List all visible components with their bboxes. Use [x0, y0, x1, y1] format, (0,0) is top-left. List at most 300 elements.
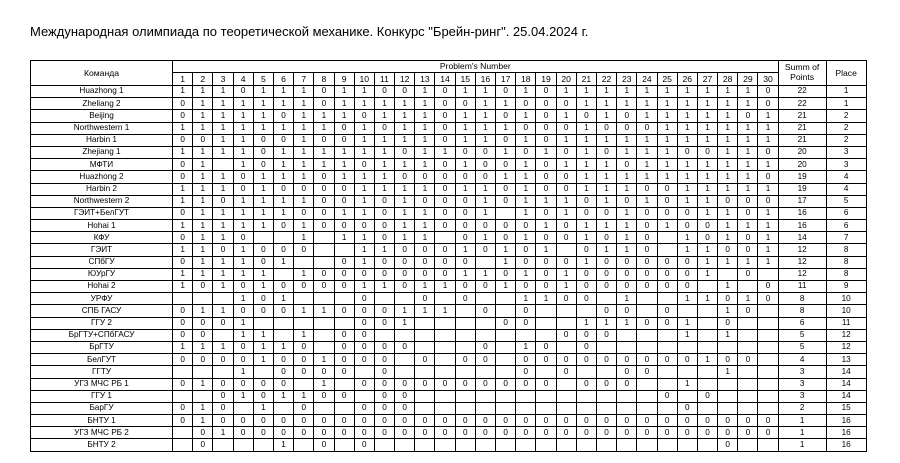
score-cell: 1	[677, 232, 697, 244]
score-cell: 0	[516, 305, 536, 317]
score-cell: 0	[475, 281, 495, 293]
score-cell: 1	[273, 171, 293, 183]
score-cell: 0	[718, 415, 738, 427]
score-cell: 1	[677, 171, 697, 183]
problem-number-header: 10	[354, 73, 374, 86]
score-cell: 0	[233, 86, 253, 98]
score-cell: 0	[334, 305, 354, 317]
score-cell: 0	[536, 378, 556, 390]
score-cell: 1	[637, 134, 657, 146]
score-cell: 0	[576, 329, 596, 341]
score-cell	[758, 329, 778, 341]
score-cell	[758, 366, 778, 378]
score-cell: 1	[415, 146, 435, 158]
score-cell: 0	[455, 281, 475, 293]
score-cell	[193, 366, 213, 378]
score-cell: 0	[677, 415, 697, 427]
score-cell	[758, 390, 778, 402]
score-cell	[516, 402, 536, 414]
score-cell: 0	[657, 317, 677, 329]
score-cell: 1	[738, 134, 758, 146]
score-cell	[556, 390, 576, 402]
score-cell	[516, 390, 536, 402]
score-cell: 1	[576, 159, 596, 171]
score-cell: 1	[314, 110, 334, 122]
score-cell: 0	[213, 378, 233, 390]
score-cell: 0	[374, 402, 394, 414]
score-cell	[496, 354, 516, 366]
score-cell: 0	[233, 183, 253, 195]
team-name-cell: УРФУ	[31, 293, 173, 305]
score-cell	[536, 402, 556, 414]
score-cell	[758, 439, 778, 451]
score-cell: 0	[637, 354, 657, 366]
score-cell: 0	[576, 378, 596, 390]
problem-number-header: 25	[657, 73, 677, 86]
score-cell: 0	[395, 86, 415, 98]
score-cell: 1	[697, 134, 717, 146]
score-cell: 1	[253, 354, 273, 366]
problem-number-header: 2	[193, 73, 213, 86]
score-cell: 1	[354, 86, 374, 98]
summ-cell: 21	[778, 122, 826, 134]
problem-number-header: 19	[536, 73, 556, 86]
score-cell: 1	[173, 268, 193, 280]
problem-number-header: 24	[637, 73, 657, 86]
score-cell: 1	[294, 232, 314, 244]
score-cell	[556, 402, 576, 414]
score-cell: 1	[657, 110, 677, 122]
score-cell: 1	[233, 207, 253, 219]
score-cell: 0	[637, 317, 657, 329]
score-cell: 0	[556, 146, 576, 158]
score-cell: 0	[536, 256, 556, 268]
score-cell: 0	[314, 268, 334, 280]
score-cell: 1	[233, 293, 253, 305]
score-cell	[697, 329, 717, 341]
score-cell: 0	[334, 354, 354, 366]
score-cell: 0	[173, 134, 193, 146]
table-row	[31, 317, 867, 329]
score-cell	[536, 305, 556, 317]
score-cell: 1	[596, 244, 616, 256]
score-cell: 1	[455, 86, 475, 98]
score-cell: 1	[677, 159, 697, 171]
score-cell: 1	[596, 110, 616, 122]
score-cell: 1	[253, 122, 273, 134]
score-cell: 1	[294, 195, 314, 207]
summ-cell: 1	[778, 415, 826, 427]
score-cell	[758, 305, 778, 317]
team-name-cell: Huazhong 2	[31, 171, 173, 183]
score-cell	[334, 244, 354, 256]
score-cell: 1	[697, 110, 717, 122]
score-cell: 0	[516, 415, 536, 427]
summ-cell: 21	[778, 134, 826, 146]
score-cell: 1	[697, 293, 717, 305]
score-cell	[173, 390, 193, 402]
score-cell: 1	[294, 159, 314, 171]
score-cell: 0	[556, 232, 576, 244]
table-row	[31, 293, 867, 305]
score-cell: 0	[617, 354, 637, 366]
summ-cell: 12	[778, 244, 826, 256]
score-cell: 1	[697, 183, 717, 195]
score-cell: 1	[193, 256, 213, 268]
score-cell: 0	[576, 354, 596, 366]
score-cell	[374, 329, 394, 341]
score-cell: 1	[233, 110, 253, 122]
score-cell: 1	[193, 98, 213, 110]
score-cell	[637, 329, 657, 341]
score-cell: 0	[677, 402, 697, 414]
score-cell	[233, 439, 253, 451]
score-cell: 1	[617, 146, 637, 158]
score-cell: 0	[253, 305, 273, 317]
score-cell	[657, 439, 677, 451]
score-cell: 0	[374, 232, 394, 244]
score-cell: 0	[536, 341, 556, 353]
score-cell: 0	[294, 427, 314, 439]
score-cell: 0	[576, 195, 596, 207]
score-cell: 1	[718, 183, 738, 195]
score-cell: 0	[233, 378, 253, 390]
score-cell: 1	[233, 159, 253, 171]
score-cell: 0	[637, 268, 657, 280]
score-cell: 1	[738, 146, 758, 158]
score-cell: 0	[596, 281, 616, 293]
score-cell: 0	[374, 195, 394, 207]
place-cell: 2	[826, 110, 866, 122]
score-cell: 1	[273, 146, 293, 158]
score-cell: 1	[415, 122, 435, 134]
score-cell: 0	[496, 317, 516, 329]
table-row	[31, 171, 867, 183]
score-cell: 1	[596, 98, 616, 110]
score-cell: 0	[637, 281, 657, 293]
score-cell: 0	[475, 305, 495, 317]
score-cell: 1	[294, 98, 314, 110]
score-cell: 0	[556, 293, 576, 305]
score-cell	[556, 244, 576, 256]
score-cell: 0	[213, 390, 233, 402]
place-cell: 8	[826, 268, 866, 280]
score-cell: 1	[738, 220, 758, 232]
score-cell: 0	[415, 293, 435, 305]
summ-cell: 19	[778, 171, 826, 183]
score-cell	[253, 439, 273, 451]
score-cell: 1	[496, 256, 516, 268]
score-cell: 0	[253, 146, 273, 158]
score-cell: 0	[173, 171, 193, 183]
score-cell: 0	[233, 427, 253, 439]
table-row	[31, 244, 867, 256]
score-cell: 0	[334, 341, 354, 353]
score-cell: 0	[395, 146, 415, 158]
score-cell: 1	[193, 378, 213, 390]
score-cell: 0	[233, 171, 253, 183]
place-cell: 10	[826, 305, 866, 317]
score-cell: 0	[758, 293, 778, 305]
score-cell: 1	[556, 86, 576, 98]
score-cell: 1	[213, 268, 233, 280]
score-cell: 0	[334, 427, 354, 439]
score-cell	[496, 207, 516, 219]
place-cell: 10	[826, 293, 866, 305]
score-cell: 0	[354, 305, 374, 317]
score-cell: 1	[496, 98, 516, 110]
score-cell: 0	[435, 134, 455, 146]
score-cell	[516, 439, 536, 451]
score-cell: 0	[516, 427, 536, 439]
team-name-cell: Harbin 2	[31, 183, 173, 195]
problem-number-header: 20	[556, 73, 576, 86]
score-cell	[496, 390, 516, 402]
score-cell	[758, 341, 778, 353]
table-row	[31, 232, 867, 244]
score-cell	[334, 439, 354, 451]
problem-number-header: 8	[314, 73, 334, 86]
summ-cell: 22	[778, 98, 826, 110]
score-cell: 1	[496, 122, 516, 134]
table-row	[31, 268, 867, 280]
score-cell: 1	[395, 317, 415, 329]
score-cell	[213, 159, 233, 171]
score-cell: 0	[677, 427, 697, 439]
score-cell: 1	[273, 390, 293, 402]
score-cell: 1	[294, 171, 314, 183]
score-cell: 0	[496, 268, 516, 280]
summ-cell: 6	[778, 317, 826, 329]
score-cell: 0	[334, 268, 354, 280]
score-cell: 1	[334, 146, 354, 158]
score-cell: 1	[294, 390, 314, 402]
score-cell: 0	[637, 256, 657, 268]
score-cell: 1	[354, 171, 374, 183]
problem-number-header: 12	[395, 73, 415, 86]
score-cell: 1	[395, 110, 415, 122]
score-cell: 0	[435, 183, 455, 195]
place-cell: 3	[826, 146, 866, 158]
score-cell: 0	[354, 427, 374, 439]
score-cell: 0	[576, 207, 596, 219]
score-cell: 1	[213, 98, 233, 110]
score-cell	[677, 305, 697, 317]
score-cell: 0	[758, 415, 778, 427]
score-cell: 1	[415, 98, 435, 110]
score-cell: 0	[294, 207, 314, 219]
score-cell: 1	[738, 256, 758, 268]
score-cell: 0	[657, 415, 677, 427]
score-cell: 1	[253, 98, 273, 110]
table-row	[31, 220, 867, 232]
score-cell: 0	[738, 354, 758, 366]
score-cell: 1	[475, 98, 495, 110]
score-cell: 0	[596, 378, 616, 390]
team-name-cell: ГЭИТ	[31, 244, 173, 256]
score-cell: 0	[173, 232, 193, 244]
score-cell: 0	[173, 317, 193, 329]
team-name-cell: БНТУ 1	[31, 415, 173, 427]
score-cell: 1	[697, 195, 717, 207]
score-cell: 1	[677, 195, 697, 207]
score-cell: 0	[718, 427, 738, 439]
score-cell: 1	[294, 134, 314, 146]
score-cell: 0	[415, 171, 435, 183]
score-cell: 0	[213, 317, 233, 329]
score-cell: 1	[738, 122, 758, 134]
score-cell: 1	[435, 305, 455, 317]
score-cell	[536, 439, 556, 451]
score-cell: 1	[496, 171, 516, 183]
score-cell	[294, 317, 314, 329]
score-cell: 0	[596, 427, 616, 439]
score-cell: 0	[415, 378, 435, 390]
score-cell: 1	[677, 183, 697, 195]
score-cell: 0	[617, 110, 637, 122]
score-cell: 0	[314, 427, 334, 439]
score-cell: 0	[173, 378, 193, 390]
score-cell	[496, 305, 516, 317]
score-cell	[455, 305, 475, 317]
score-cell: 0	[173, 159, 193, 171]
summ-cell: 5	[778, 329, 826, 341]
team-name-cell: ГГУ 1	[31, 390, 173, 402]
score-cell	[314, 341, 334, 353]
score-cell	[596, 341, 616, 353]
score-cell	[354, 390, 374, 402]
place-cell: 3	[826, 159, 866, 171]
score-cell: 0	[173, 207, 193, 219]
score-cell	[475, 317, 495, 329]
score-cell: 1	[253, 183, 273, 195]
score-cell: 1	[576, 256, 596, 268]
score-cell	[697, 281, 717, 293]
score-cell	[496, 402, 516, 414]
score-cell: 1	[697, 159, 717, 171]
score-cell: 1	[213, 86, 233, 98]
score-cell: 0	[314, 390, 334, 402]
score-cell: 1	[516, 171, 536, 183]
score-cell	[677, 390, 697, 402]
score-cell	[657, 378, 677, 390]
score-cell: 1	[253, 402, 273, 414]
score-cell: 1	[536, 195, 556, 207]
summ-cell: 17	[778, 195, 826, 207]
score-cell: 1	[253, 171, 273, 183]
summ-cell: 22	[778, 86, 826, 98]
score-cell: 0	[455, 232, 475, 244]
score-cell: 1	[697, 256, 717, 268]
summ-cell: 19	[778, 183, 826, 195]
score-cell: 1	[697, 207, 717, 219]
score-cell: 0	[758, 98, 778, 110]
score-cell: 0	[273, 378, 293, 390]
score-cell: 1	[314, 378, 334, 390]
score-cell	[213, 439, 233, 451]
score-cell: 0	[395, 390, 415, 402]
score-cell	[718, 268, 738, 280]
score-cell: 1	[435, 146, 455, 158]
score-cell: 1	[516, 195, 536, 207]
score-cell: 0	[173, 415, 193, 427]
score-cell: 0	[354, 317, 374, 329]
score-cell: 1	[738, 159, 758, 171]
score-cell: 0	[738, 232, 758, 244]
score-cell: 1	[213, 134, 233, 146]
problem-number-header: 29	[738, 73, 758, 86]
summ-cell: 3	[778, 366, 826, 378]
score-cell: 1	[738, 171, 758, 183]
score-cell: 1	[576, 86, 596, 98]
score-cell	[435, 341, 455, 353]
score-cell: 1	[576, 232, 596, 244]
place-cell: 6	[826, 207, 866, 219]
score-cell	[738, 378, 758, 390]
score-cell	[657, 232, 677, 244]
score-cell: 1	[294, 146, 314, 158]
score-cell: 0	[738, 415, 758, 427]
score-cell: 1	[395, 207, 415, 219]
place-cell: 4	[826, 183, 866, 195]
score-cell: 1	[354, 207, 374, 219]
score-cell: 1	[516, 86, 536, 98]
score-cell: 0	[516, 256, 536, 268]
score-cell: 0	[576, 281, 596, 293]
score-cell: 0	[435, 86, 455, 98]
score-cell: 1	[213, 110, 233, 122]
score-cell: 1	[677, 86, 697, 98]
score-cell: 1	[253, 341, 273, 353]
score-cell: 1	[718, 159, 738, 171]
score-cell: 1	[697, 98, 717, 110]
score-cell: 0	[718, 354, 738, 366]
table-row	[31, 159, 867, 171]
score-cell: 0	[556, 427, 576, 439]
score-cell: 1	[718, 171, 738, 183]
score-cell: 0	[173, 329, 193, 341]
score-cell: 1	[213, 183, 233, 195]
score-cell: 1	[213, 220, 233, 232]
score-cell: 0	[435, 159, 455, 171]
score-cell: 0	[738, 110, 758, 122]
score-cell: 0	[677, 281, 697, 293]
score-cell: 1	[354, 98, 374, 110]
score-cell	[556, 305, 576, 317]
score-cell: 1	[536, 220, 556, 232]
score-cell: 0	[213, 244, 233, 256]
team-name-cell: БрГТУ+СПбГАСУ	[31, 329, 173, 341]
score-cell: 0	[435, 220, 455, 232]
score-cell: 1	[496, 146, 516, 158]
score-cell: 0	[374, 390, 394, 402]
score-cell: 0	[193, 281, 213, 293]
score-cell: 1	[233, 317, 253, 329]
place-cell: 7	[826, 232, 866, 244]
score-cell: 0	[496, 378, 516, 390]
score-cell: 1	[758, 244, 778, 256]
score-cell: 1	[516, 341, 536, 353]
table-row	[31, 354, 867, 366]
score-cell: 0	[617, 159, 637, 171]
score-cell: 0	[395, 427, 415, 439]
score-cell: 1	[374, 134, 394, 146]
score-cell: 0	[253, 390, 273, 402]
place-cell: 14	[826, 366, 866, 378]
score-cell: 0	[617, 305, 637, 317]
score-cell: 1	[173, 244, 193, 256]
score-cell: 0	[213, 402, 233, 414]
